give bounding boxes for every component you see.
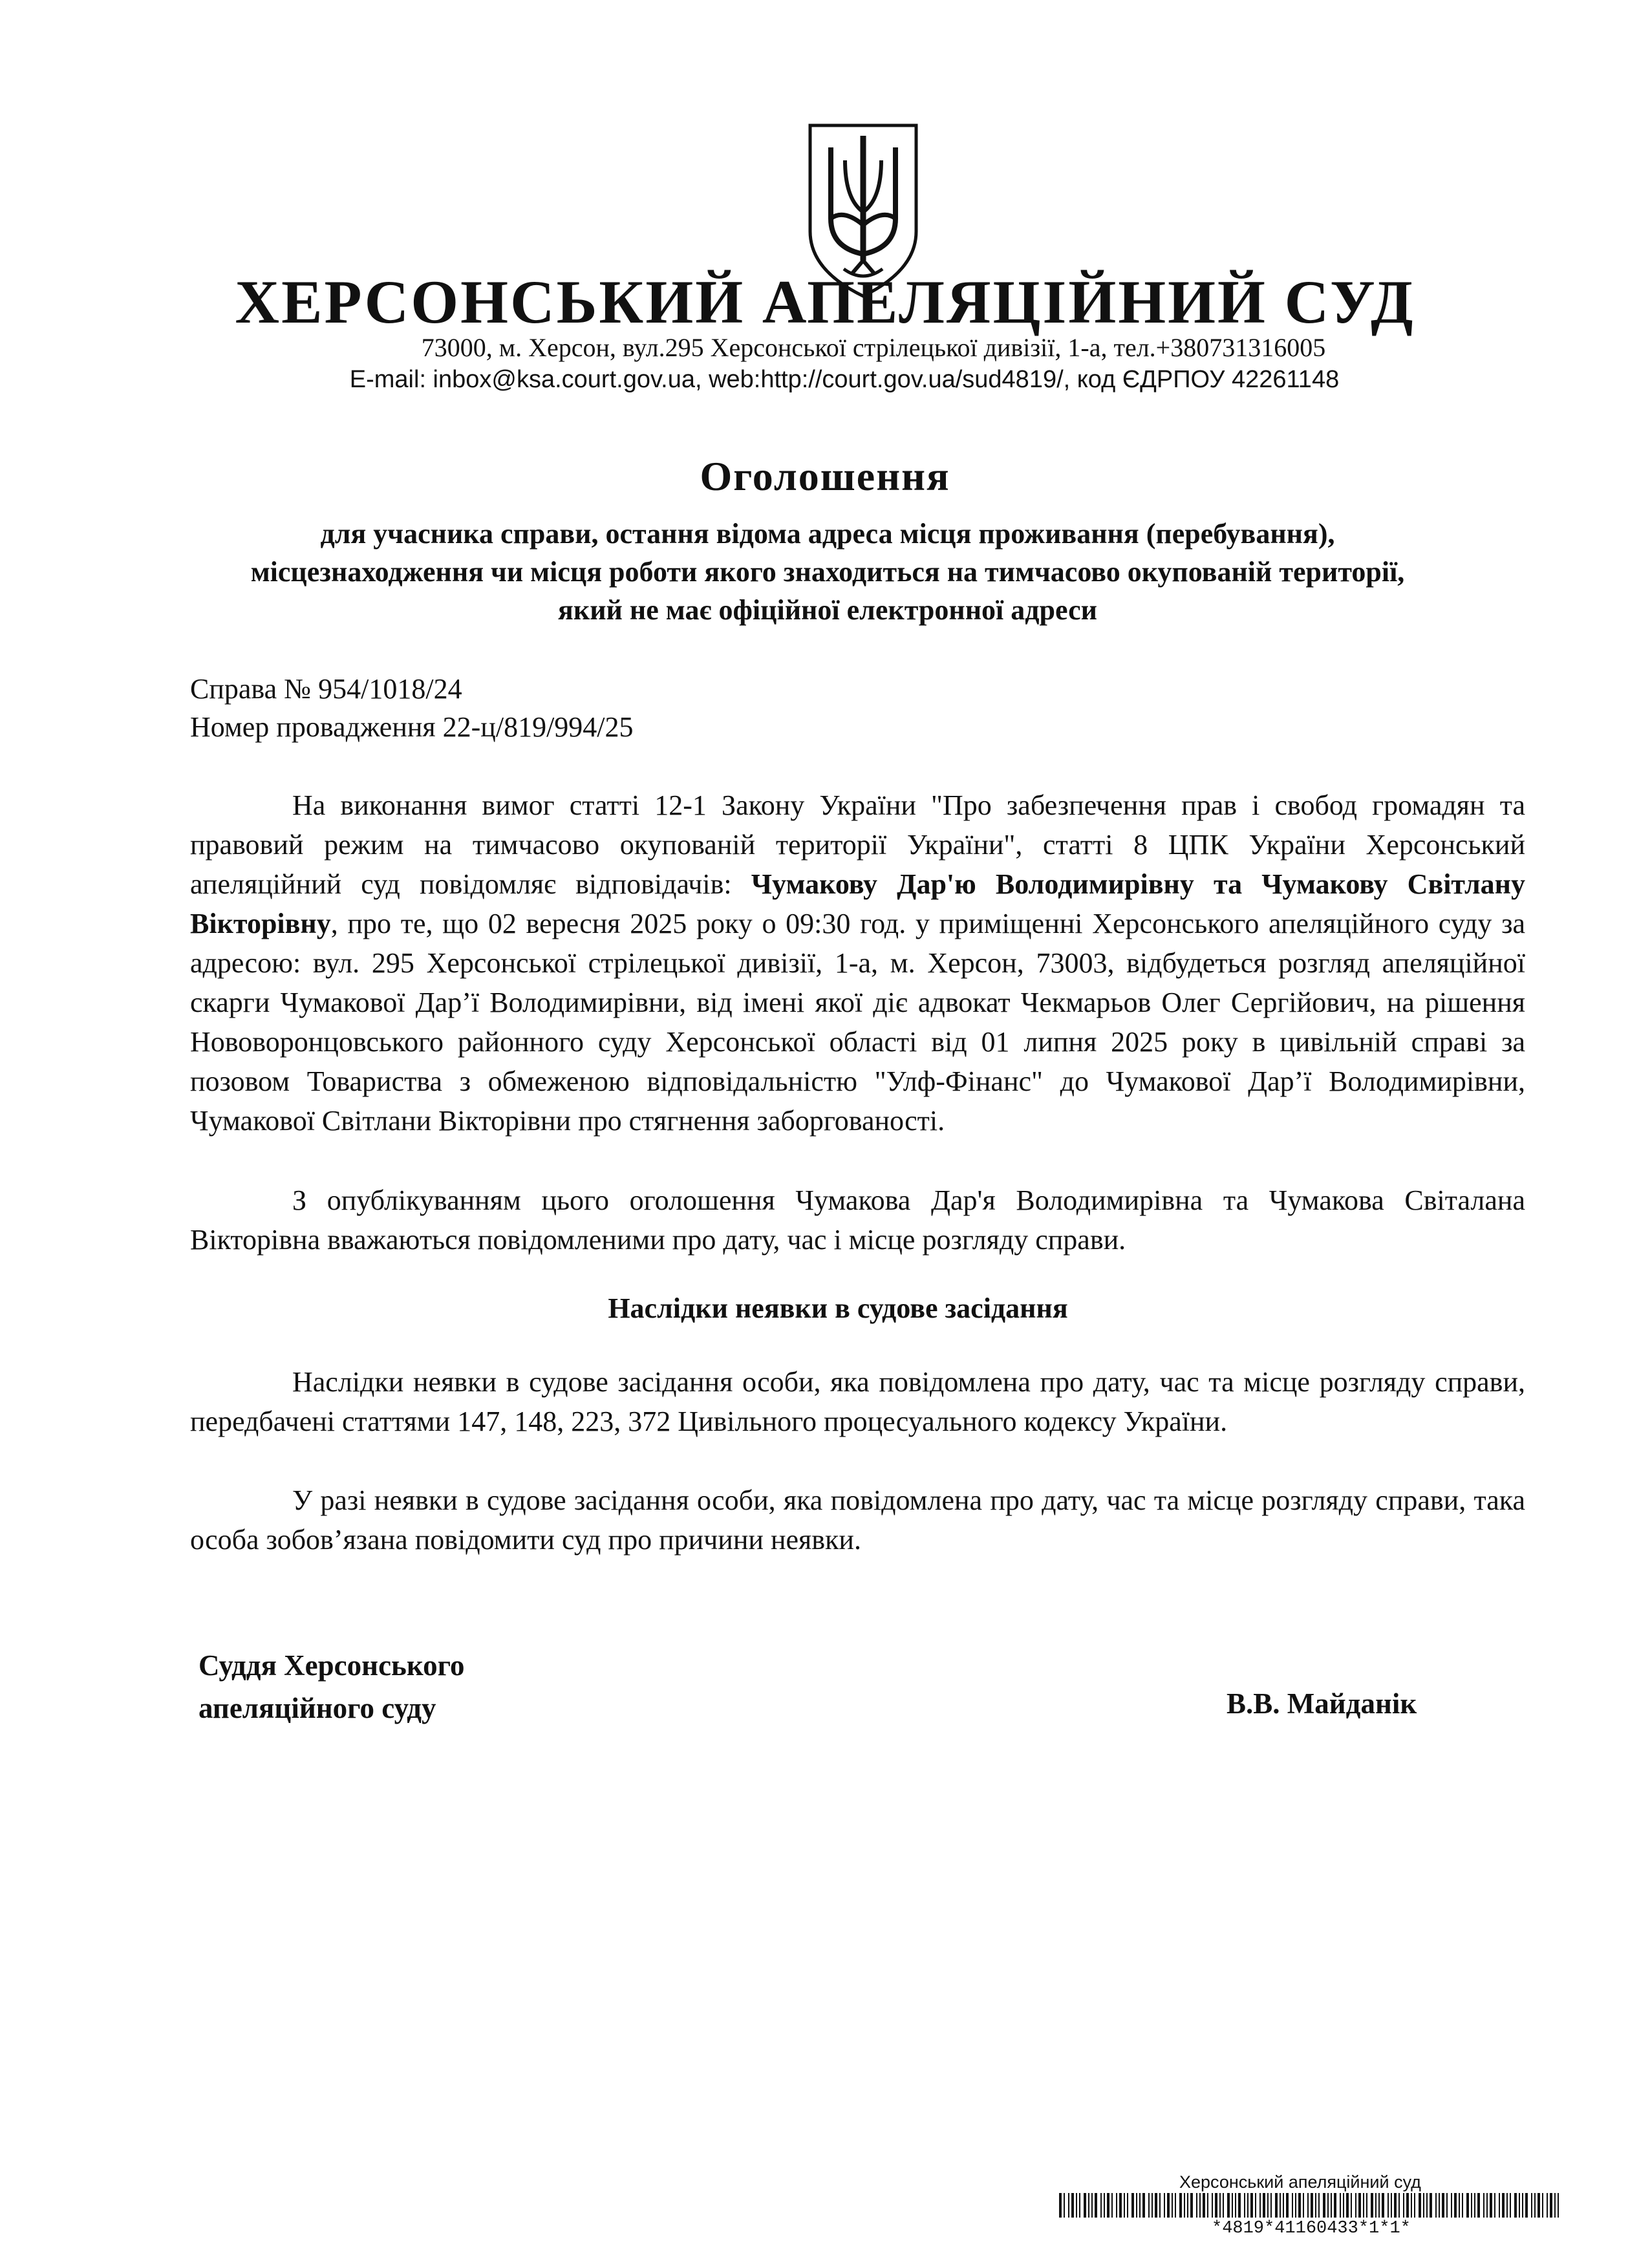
court-name: ХЕРСОНСЬКИЙ АПЕЛЯЦІЙНИЙ СУД bbox=[235, 268, 1415, 336]
barcode-icon bbox=[1059, 2193, 1563, 2218]
paragraph-notice bbox=[190, 786, 1525, 1140]
announcement-subtitle-line-3: який не має офіційної електронної адреси bbox=[558, 594, 1097, 626]
paragraph-absence: У разі неявки в судове засідання особи, яка повідомлена про дату, час та місце розгляду справи, така особа зобов’язана повідомити суд про причини неявки. bbox=[190, 1484, 1525, 1556]
defendants-names: Чумакову Дар'ю Володимирівну та Чумакову Світлану Вікторівну bbox=[190, 868, 1525, 939]
section-title-consequences: Наслідки неявки в судове засідання bbox=[608, 1292, 1068, 1324]
footer-court-label: Херсонський апеляційний суд bbox=[1179, 2172, 1421, 2192]
judge-title-line-2: апеляційного суду bbox=[198, 1692, 436, 1724]
announcement-title: Оголошення bbox=[700, 453, 950, 499]
court-address: 73000, м. Херсон, вул.295 Херсонської стрілецької дивізії, 1-а, тел.+380731316005 bbox=[421, 333, 1326, 362]
judge-name: В.В. Майданік bbox=[1227, 1687, 1417, 1720]
judge-title-line-1: Суддя Херсонського bbox=[198, 1649, 465, 1682]
paragraph-notified: З опублікуванням цього оголошення Чумакова Дар'я Володимирівна та Чумакова Світалана Вікторівна вважаються повідомленими про дату, час і місце розгляду справи. bbox=[190, 1184, 1525, 1256]
announcement-subtitle-line-1: для учасника справи, остання відома адреса місця проживання (перебування), bbox=[320, 518, 1335, 550]
paragraph-notice-text-2: , про те, що 02 вересня 2025 року о 09:30 год. у приміщенні Херсонського апеляційного суду за адресою: вул. 295 Херсонської стрілецької дивізії, 1-а, м. Херсон, 73003, відбудеться розгляд апеляційної скарги Чумакової Дар’ї Володимирівни, від імені якої діє адвокат Чекмарьов Олег Сергійович, на рішення Нововоронцовського районного суду Херсонської області від 01 липня 2025 року в цивільній справі за позовом Товариства з обмеженою відповідальністю "Улф-Фінанс" до Чумакової Дар’ї Володимирівни, Чумакової Світлани Вікторівни про стягнення заборгованості. bbox=[190, 908, 1525, 1137]
announcement-subtitle-line-2: місцезнаходження чи місця роботи якого знаходиться на тимчасово окупованій території, bbox=[250, 556, 1405, 588]
case-number: Справа № 954/1018/24 bbox=[190, 673, 462, 705]
court-contacts: E-mail: inbox@ksa.court.gov.ua, web:http://court.gov.ua/sud4819/, код ЄДРПОУ 42261148 bbox=[349, 366, 1340, 393]
proceeding-number: Номер провадження 22-ц/819/994/25 bbox=[190, 711, 634, 743]
barcode-text: *4819*41160433*1*1* bbox=[1212, 2219, 1411, 2238]
paragraph-consequences: Наслідки неявки в судове засідання особи, яка повідомлена про дату, час та місце розгляду справи, передбачені статтями 147, 148, 223, 372 Цивільного процесуального кодексу України. bbox=[190, 1366, 1525, 1437]
paragraph-notice-text-1: На виконання вимог статті 12-1 Закону України "Про забезпечення прав і свобод громадян та правовий режим на тимчасово окупованій території України", статті 8 ЦПК України Херсонський апеляційний суд повідомляє відповідачів: bbox=[190, 789, 1525, 900]
judge-title bbox=[198, 1644, 464, 1729]
